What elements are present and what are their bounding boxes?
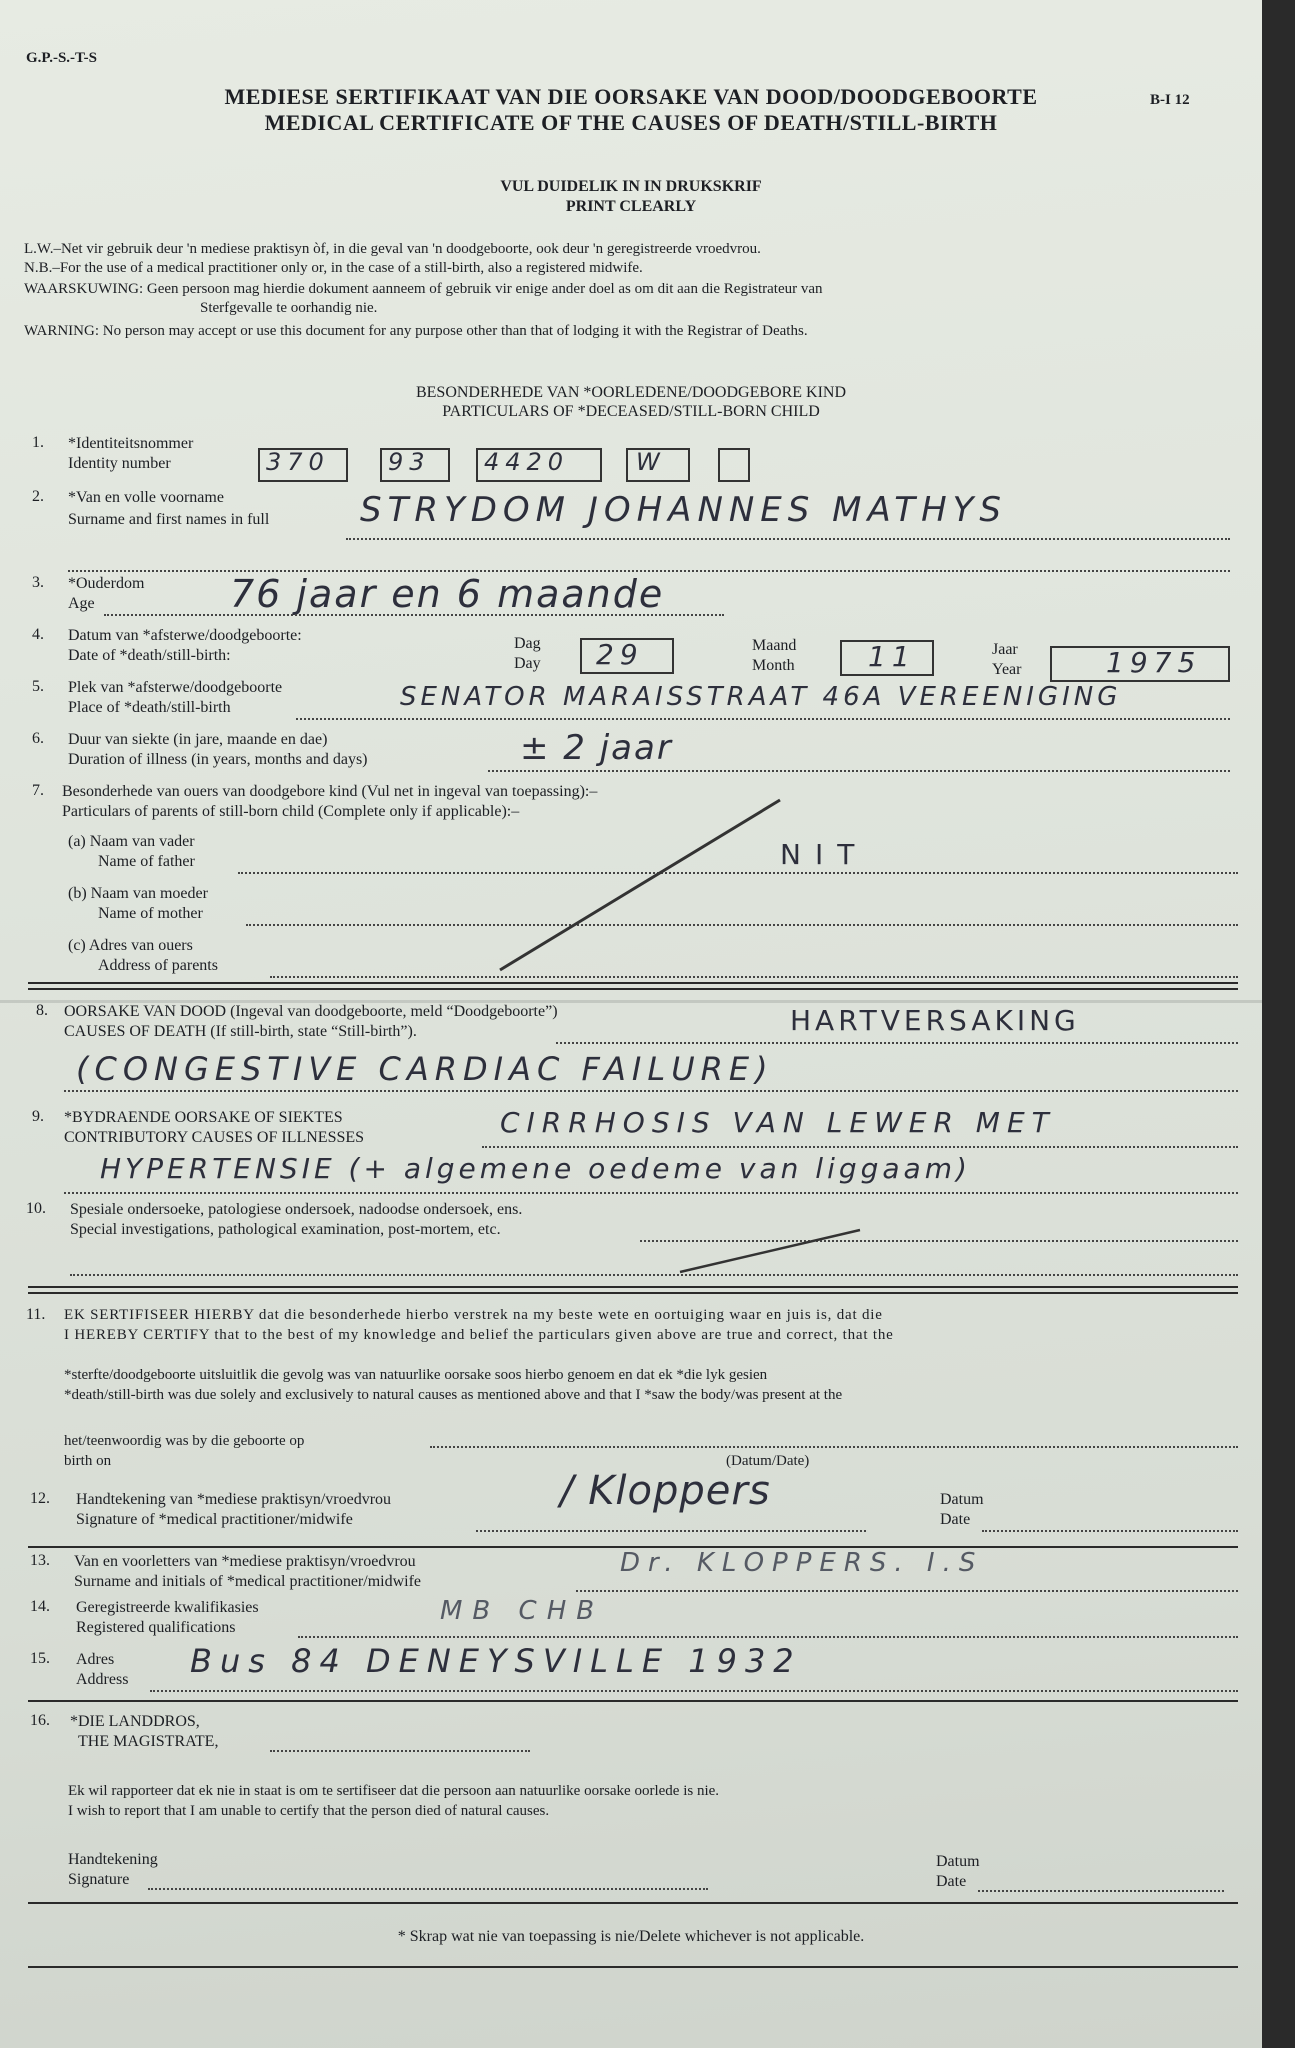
field-number: 1. [32, 434, 44, 451]
section-rule [28, 982, 1238, 984]
identity-box-3[interactable]: 4420 [476, 448, 602, 482]
identity-box-4[interactable]: W [626, 448, 690, 482]
causes-line-2 [64, 1090, 1238, 1092]
certify-en-3: birth on [64, 1453, 112, 1469]
year-box[interactable]: 1975 [1050, 646, 1230, 682]
field-number: 16. [30, 1712, 50, 1729]
identity-box-2[interactable]: 93 [380, 448, 450, 482]
report-en: I wish to report that I am unable to certify that the person died of natural causes. [68, 1803, 550, 1819]
magistrate-line[interactable] [270, 1750, 530, 1752]
year-label-en: Year [992, 661, 1022, 678]
name-line [346, 538, 1230, 540]
print-instruction-english: PRINT CLEARLY [565, 198, 697, 215]
causes-value-1[interactable]: HARTVERSAKING [790, 1004, 1080, 1037]
initials-line [576, 1590, 1238, 1592]
qualifications-value[interactable]: MB CHB [440, 1596, 605, 1626]
field-number: 3. [32, 574, 44, 591]
age-label-af: *Ouderdom [68, 575, 145, 592]
field-number: 8. [36, 1002, 48, 1019]
field-number: 7. [32, 782, 44, 799]
causes-line-1 [556, 1042, 1238, 1044]
field-number: 4. [32, 626, 44, 643]
signature-date-line[interactable] [982, 1530, 1238, 1532]
footer-note: * Skrap wat nie van toepassing is nie/Delete whichever is not applicable. [397, 1928, 865, 1945]
month-label-en: Month [752, 657, 795, 674]
illness-value[interactable]: ± 2 jaar [520, 728, 673, 768]
field-number: 15. [30, 1650, 50, 1667]
signature-label-af: Handtekening van *mediese praktisyn/vroedvrou [76, 1491, 392, 1508]
note-nb: N.B.–For the use of a medical practitioner only or, in the case of a still-birth, also a registered midwife. [24, 260, 643, 276]
magistrate-label-af: *DIE LANDDROS, [70, 1713, 200, 1730]
contributory-value-2[interactable]: HYPERTENSIE (+ algemene oedeme van liggaam) [100, 1152, 971, 1185]
strike-through-mark [480, 790, 800, 980]
qualifications-label-af: Geregistreerde kwalifikasies [76, 1599, 259, 1616]
date-label-en: Date of *death/still-birth: [68, 647, 231, 664]
warning-afrikaans: WAARSKUWING: Geen persoon mag hierdie dokument aanneem of gebruik vir enige ander doel as om dit aan die Registrateur van [24, 281, 823, 297]
signature-value[interactable]: / Kloppers [560, 1468, 771, 1514]
causes-label-af: OORSAKE VAN DOOD (Ingeval van doodgeboorte, meld “Doodgeboorte”) [64, 1003, 558, 1020]
particulars-heading-english: PARTICULARS OF *DECEASED/STILL-BORN CHILD [442, 403, 820, 420]
certify-en-2: *death/still-birth was due solely and exclusively to natural causes as mentioned above and that I *saw the body/was present at the [64, 1387, 843, 1403]
mother-label-en: Name of mother [98, 905, 203, 922]
note-lw: L.W.–Net vir gebruik deur 'n mediese praktisyn òf, in die geval van 'n doodgeboorte, ook deur 'n geregistreerde vroedvrou. [24, 241, 761, 257]
magistrate-label-en: THE MAGISTRATE, [78, 1733, 219, 1750]
contributory-value-1[interactable]: CIRRHOSIS VAN LEWER MET [500, 1106, 1056, 1139]
day-box[interactable]: 29 [580, 638, 674, 674]
field-number: 5. [32, 678, 44, 695]
section-rule [28, 1966, 1238, 1968]
father-value[interactable]: NIT [780, 838, 869, 871]
magistrate-signature-label-en: Signature [68, 1871, 130, 1888]
day-label-en: Day [514, 655, 541, 672]
field-number: 10. [26, 1200, 46, 1217]
warning-english: WARNING: No person may accept or use this document for any purpose other than that of lodging it with the Registrar of Deaths. [24, 323, 808, 339]
place-line [296, 718, 1230, 720]
field-number: 6. [32, 730, 44, 747]
age-label-en: Age [68, 595, 95, 612]
causes-label-en: CAUSES OF DEATH (If still-birth, state “Still-birth”). [64, 1023, 417, 1040]
datum-date-label: (Datum/Date) [726, 1453, 810, 1469]
investigations-line-2 [70, 1274, 1238, 1276]
contributory-label-en: CONTRIBUTORY CAUSES OF ILLNESSES [64, 1129, 365, 1146]
name-label-af: *Van en volle voorname [68, 489, 224, 506]
causes-value-2[interactable]: (CONGESTIVE CARDIAC FAILURE) [76, 1050, 774, 1088]
certify-en-1: I HEREBY CERTIFY that to the best of my knowledge and belief the particulars given above are true and correct, that the [64, 1327, 894, 1343]
address-parents-label-af: (c) Adres van ouers [68, 937, 193, 954]
initials-label-af: Van en voorletters van *mediese praktisyn/vroedvrou [74, 1553, 416, 1570]
date-label-af: Datum van *afsterwe/doodgeboorte: [68, 627, 302, 644]
initials-label-en: Surname and initials of *medical practitioner/midwife [74, 1573, 422, 1590]
signature-label-en: Signature of *medical practitioner/midwife [76, 1511, 353, 1528]
magistrate-signature-line[interactable] [148, 1888, 708, 1890]
contributory-line-2 [64, 1192, 1238, 1194]
field-number: 13. [30, 1552, 50, 1569]
strike-through-mark [670, 1222, 870, 1282]
investigations-label-en: Special investigations, pathological examination, post-mortem, etc. [70, 1221, 501, 1238]
age-value[interactable]: 76 jaar en 6 maande [230, 572, 665, 616]
section-rule [28, 1286, 1238, 1288]
form-number: B-I 12 [1150, 92, 1190, 108]
address-label-af: Adres [76, 1651, 115, 1668]
magistrate-date-label-en: Date [936, 1873, 967, 1890]
field-number: 9. [32, 1108, 44, 1125]
certify-af-3: het/teenwoordig was by die geboorte op [64, 1433, 305, 1449]
birth-date-line[interactable] [430, 1446, 1238, 1448]
place-label-af: Plek van *afsterwe/doodgeboorte [68, 679, 283, 696]
qualifications-label-en: Registered qualifications [76, 1619, 236, 1636]
place-value[interactable]: SENATOR MARAISSTRAAT 46A VEREENIGING [400, 682, 1122, 712]
mother-label-af: (b) Naam van moeder [68, 885, 208, 902]
name-value[interactable]: STRYDOM JOHANNES MATHYS [360, 490, 1007, 530]
contributory-line-1 [482, 1146, 1238, 1148]
name-label-en: Surname and first names in full [68, 511, 270, 528]
signature-date-label-af: Datum [940, 1491, 984, 1508]
signature-date-label-en: Date [940, 1511, 971, 1528]
title-english: MEDICAL CERTIFICATE OF THE CAUSES OF DEATH/STILL-BIRTH [264, 110, 998, 135]
father-label-en: Name of father [98, 853, 195, 870]
magistrate-date-label-af: Datum [936, 1853, 980, 1870]
parents-label-af: Besonderhede van ouers van doodgebore kind (Vul net in ingeval van toepassing):– [62, 783, 598, 800]
contributory-label-af: *BYDRAENDE OORSAKE OF SIEKTES [64, 1109, 343, 1126]
father-label-af: (a) Naam van vader [68, 833, 195, 850]
month-label-af: Maand [752, 637, 797, 654]
address-value[interactable]: Bus 84 DENEYSVILLE 1932 [190, 1642, 802, 1680]
signature-line [476, 1530, 866, 1532]
section-rule [28, 1700, 1238, 1702]
place-label-en: Place of *death/still-birth [68, 699, 231, 716]
day-label-af: Dag [514, 635, 541, 652]
magistrate-signature-label-af: Handtekening [68, 1851, 158, 1868]
illness-label-af: Duur van siekte (in jare, maande en dae) [68, 731, 328, 748]
investigations-label-af: Spesiale ondersoeke, patologiese ondersoek, nadoodse ondersoek, ens. [70, 1201, 523, 1218]
age-line [104, 614, 724, 616]
parents-label-en: Particulars of parents of still-born child (Complete only if applicable):– [62, 803, 520, 820]
form-code: G.P.-S.-T-S [26, 50, 98, 66]
field-number: 11. [26, 1306, 46, 1323]
particulars-heading-afrikaans: BESONDERHEDE VAN *OORLEDENE/DOODGEBORE KIND [415, 384, 847, 401]
qualifications-line [298, 1636, 1238, 1638]
illness-line [488, 770, 1230, 772]
field-number: 14. [30, 1598, 50, 1615]
warning-afrikaans-cont: Sterfgevalle te oorhandig nie. [200, 300, 378, 316]
address-label-en: Address [76, 1671, 129, 1688]
title-afrikaans: MEDIESE SERTIFIKAAT VAN DIE OORSAKE VAN DOOD/DOODGEBOORTE [224, 84, 1038, 109]
identity-label-en: Identity number [68, 455, 171, 472]
identity-box-5[interactable] [718, 448, 750, 482]
section-rule [28, 988, 1238, 990]
certify-af-1: EK SERTIFISEER HIERBY dat die besonderhede hierbo verstrek na my beste wete en oortuiging waar en juis is, dat die [64, 1307, 883, 1323]
section-rule [28, 1292, 1238, 1294]
field-number: 2. [32, 488, 44, 505]
identity-box-1[interactable]: 370 [258, 448, 348, 482]
identity-label-af: *Identiteitsnommer [68, 435, 194, 452]
section-rule [28, 1902, 1238, 1904]
address-line [150, 1690, 1238, 1692]
magistrate-date-line[interactable] [978, 1890, 1224, 1892]
report-af: Ek wil rapporteer dat ek nie in staat is om te sertifiseer dat die persoon aan natuurlike oorsake oorlede is nie. [68, 1783, 720, 1799]
print-instruction-afrikaans: VUL DUIDELIK IN IN DRUKSKRIF [500, 178, 762, 195]
year-label-af: Jaar [992, 641, 1018, 658]
illness-label-en: Duration of illness (in years, months and days) [68, 751, 368, 768]
initials-value[interactable]: Dr. KLOPPERS. I.S [620, 1548, 984, 1578]
certify-af-2: *sterfte/doodgeboorte uitsluitlik die gevolg was van natuurlike oorsake soos hierbo genoem en dat ek *die lyk gesien [64, 1367, 768, 1383]
month-box[interactable]: 11 [840, 640, 934, 676]
field-number: 12. [30, 1490, 50, 1507]
address-parents-label-en: Address of parents [98, 957, 218, 974]
